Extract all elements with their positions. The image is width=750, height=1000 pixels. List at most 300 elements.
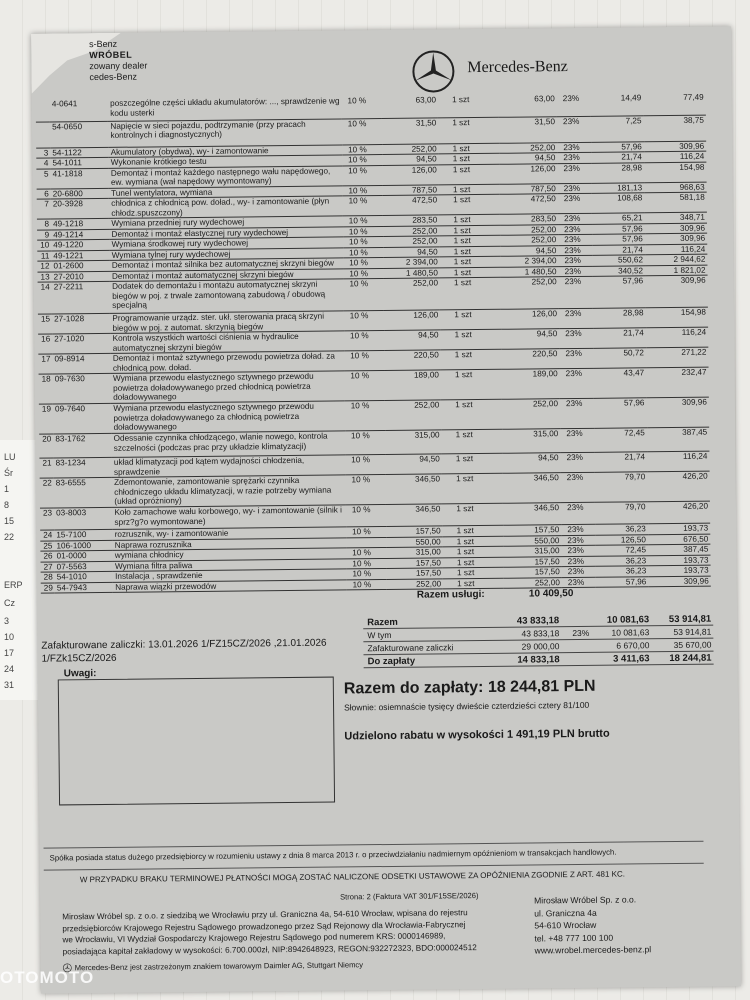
summary-v3: 3 411,63 [613, 652, 650, 665]
company-registration [62, 906, 532, 957]
cell-tax: 126,50 [596, 534, 648, 545]
cell-desc: Naprawa rozrusznika [113, 537, 346, 550]
calendar-text: Śr [4, 468, 13, 478]
summary-v2: 23% [572, 627, 590, 639]
cell-vat: 23% [562, 556, 596, 567]
cell-qty: 1 szt [442, 429, 503, 454]
dealer-header [89, 38, 148, 83]
cell-vat: 23% [561, 535, 595, 546]
dealer-line1: s-Benz [89, 38, 118, 50]
cell-qty: 1 szt [441, 399, 502, 430]
cell-qty: 1 szt [443, 546, 503, 557]
cell-desc: Naprawa wiązki przewodów [113, 579, 346, 592]
cell-pct: 10 % [342, 185, 382, 196]
cell-vat: 23% [558, 234, 592, 245]
cell-net: 94,50 [382, 154, 438, 165]
cell-tax: 79,70 [595, 472, 648, 503]
cell-pct: 10 % [342, 165, 382, 185]
cell-code: 83-1234 [54, 457, 113, 478]
cell-code: 09-7630 [53, 373, 112, 404]
cell-qty: 1 szt [440, 277, 501, 310]
cell-vat: 23% [558, 183, 592, 194]
cell-vat: 23% [561, 502, 595, 524]
cell-net: 346,50 [386, 474, 443, 505]
cell-net: 550,00 [386, 536, 442, 547]
calendar-text: 10 [4, 632, 15, 642]
cell-desc: Kontrola wszystkich wartości ciśnienia w hydraulice automatycznej skrzyni biegów [111, 331, 345, 353]
cell-vat: 23% [562, 566, 596, 577]
cell-val: 346,50 [503, 503, 562, 526]
summary-label: Do zapłaty [367, 655, 416, 667]
cell-code: 20-6800 [51, 188, 109, 199]
cell-tax: 28,98 [593, 308, 646, 329]
cell-desc: rozrusznik, wy- i zamontowanie [113, 527, 346, 540]
cell-qty: 1 szt [440, 329, 501, 350]
cell-nr: 11 [37, 250, 51, 261]
services-total-value: 10 409,50 [528, 588, 574, 600]
mercedes-star-icon [411, 49, 455, 93]
cell-qty: 1 szt [439, 184, 499, 195]
cell-val: 2 394,00 [500, 256, 558, 267]
cell-qty: 1 szt [443, 525, 503, 536]
cell-qty: 1 szt [441, 369, 502, 400]
cell-pct: 10 % [343, 196, 383, 216]
cell-nr: 9 [37, 229, 51, 240]
summary-label: W tym [367, 629, 392, 641]
cell-nr: 27 [41, 561, 55, 572]
cell-vat: 23% [562, 577, 596, 588]
cell-code: 83-6555 [54, 477, 113, 508]
cell-code: 49-1221 [51, 250, 109, 261]
cell-nr [36, 99, 50, 121]
cell-val: 252,00 [502, 399, 561, 430]
registration-line: Mirosław Wróbel sp. z o.o. z siedzibą we Wrocławiu przy ul. Graniczna 4a, 54-610 Wrocław, wpisana do rejestru [62, 908, 468, 922]
cell-code: 09-8914 [52, 353, 111, 374]
cell-net: 220,50 [384, 350, 441, 371]
cell-code: 54-1010 [55, 571, 113, 582]
cell-code: 03-8003 [54, 507, 113, 530]
cell-net: 189,00 [385, 370, 442, 401]
cell-tax: 57,96 [594, 398, 647, 429]
cell-qty: 1 szt [439, 153, 499, 164]
cell-pct: 10 % [343, 258, 383, 269]
cell-gross: 1 821,02 [645, 265, 708, 276]
cell-vat: 23% [558, 245, 592, 256]
summary-v1: 43 833,18 [521, 628, 560, 639]
cell-gross: 581,18 [644, 192, 707, 213]
cell-net: 252,00 [385, 400, 442, 431]
amount-due: Razem do zapłaty: 18 244,81 PLN [343, 677, 596, 698]
cell-qty: 1 szt [441, 349, 502, 370]
cell-code: 83-1762 [53, 433, 112, 458]
cell-desc: Koło zamachowe wału korbowego, wy- i zamontowanie (silnik i sprz?g?o wymontowane) [112, 505, 346, 529]
cell-vat: 23% [560, 452, 594, 472]
cell-gross: 348,71 [644, 212, 707, 223]
cell-qty: 1 szt [439, 143, 499, 154]
summary-v3: 10 081,63 [606, 613, 650, 626]
cell-nr: 21 [39, 458, 53, 478]
cell-net: 252,00 [387, 578, 443, 589]
summary-v4: 35 670,00 [673, 639, 712, 650]
cell-nr: 17 [38, 354, 52, 374]
cell-val: 283,50 [500, 214, 558, 225]
cell-net: 283,50 [383, 215, 439, 226]
cell-pct: 10 % [342, 144, 382, 155]
notes-label: Uwagi: [63, 668, 97, 680]
cell-nr: 6 [37, 188, 51, 199]
cell-net: 94,50 [384, 330, 441, 351]
cell-nr: 3 [36, 147, 50, 158]
cell-desc: Instalacja , sprawdzenie [113, 569, 346, 582]
cell-gross: 271,22 [646, 347, 709, 368]
cell-desc: Wymiana przedniej rury wydechowej [109, 216, 342, 229]
cell-tax: 14,49 [591, 93, 644, 116]
invoice-sheet [31, 26, 741, 993]
cell-tax: 43,47 [594, 368, 647, 399]
cell-nr: 7 [37, 199, 51, 219]
cell-code: 20-3928 [51, 198, 110, 219]
summary-row [364, 652, 714, 669]
summary-label: Zafakturowane zaliczki [367, 642, 454, 654]
cell-code: 41-1818 [50, 168, 109, 189]
cell-pct: 10 % [343, 247, 383, 258]
cell-vat: 23% [558, 193, 592, 213]
cell-pct [346, 537, 386, 548]
cell-gross: 77,49 [643, 93, 706, 116]
cell-val: 550,00 [503, 535, 561, 546]
cell-vat: 23% [557, 152, 591, 163]
cell-pct: 10 % [347, 579, 387, 590]
cell-pct: 10 % [346, 558, 386, 569]
cell-nr: 28 [41, 572, 55, 583]
cell-pct: 10 % [346, 547, 386, 558]
line-items-table [36, 93, 711, 594]
cell-tax: 65,21 [592, 213, 644, 224]
cell-desc: Wymiana filtra paliwa [113, 558, 346, 571]
cell-vat: 23% [561, 524, 595, 535]
cell-vat: 23% [558, 255, 592, 266]
cell-gross: 387,45 [647, 427, 710, 452]
cell-val: 31,50 [499, 116, 558, 143]
cell-gross: 154,98 [645, 307, 708, 328]
cell-val: 252,00 [503, 577, 561, 588]
cell-nr: 26 [40, 551, 54, 562]
contact-line: tel. +48 777 100 100 [534, 932, 614, 943]
calendar-text: LU [4, 452, 16, 462]
cell-nr: 5 [36, 168, 50, 188]
summary-v1: 43 833,18 [516, 614, 560, 627]
cell-val: 94,50 [500, 245, 558, 256]
registration-line: przedsiębiorców Krajowego Rejestru Sądowego prowadzonego przez Sąd Rejonowy dla Wrocławia-Fabrycznej [62, 919, 466, 933]
summary-v4: 18 244,81 [669, 652, 712, 664]
cell-nr: 24 [40, 530, 54, 541]
cell-desc: Dodatek do demontażu i montażu automatycznej skrzyni biegów w poj. z trwale zamontowaną zabudową / obudową specjalną [110, 279, 344, 313]
cell-desc: Demontaż i montaż każdego następnego wału napędowego, ew. wymiana (wał napędowy wymontowany) [109, 165, 343, 187]
cell-vat: 23% [557, 163, 591, 183]
cell-tax: 72,45 [596, 545, 648, 556]
cell-net: 126,00 [382, 164, 439, 185]
cell-pct: 10 % [342, 155, 382, 166]
cell-gross: 154,98 [644, 162, 707, 183]
cell-tax: 108,68 [592, 193, 645, 214]
cell-nr: 29 [41, 582, 55, 593]
cell-tax: 21,74 [592, 152, 644, 163]
cell-desc: Programowanie urządz. ster. ukł. sterowania pracą skrzyni biegów w poj. z automat. skrzynią biegów [110, 311, 344, 333]
cell-net: 31,50 [382, 117, 439, 144]
cell-tax: 36,23 [596, 566, 648, 577]
brand-name: Mercedes-Benz [467, 58, 568, 77]
cell-tax: 550,62 [593, 255, 645, 266]
cell-val: 157,50 [503, 556, 561, 567]
cell-gross: 309,96 [645, 223, 708, 234]
cell-net: 157,50 [386, 526, 442, 537]
services-total-label: Razem usługi: [416, 588, 485, 601]
cell-desc: Wymiana tylnej rury wydechowej [110, 247, 343, 260]
cell-vat: 23% [561, 472, 596, 502]
cell-val: 252,00 [499, 142, 557, 153]
cell-net: 346,50 [386, 504, 443, 527]
cell-nr: 18 [39, 374, 53, 404]
registration-line: we Wrocławiu, VI Wydział Gospodarczy Krajowego Rejestru Sądowego pod numerem KRS: 0000146989, [62, 931, 446, 945]
cell-val: 346,50 [502, 473, 561, 504]
cell-net: 63,00 [382, 95, 439, 118]
cell-vat: 23% [558, 213, 592, 224]
cell-val: 94,50 [499, 153, 557, 164]
cell-qty: 1 szt [439, 194, 500, 215]
cell-nr: 20 [39, 434, 53, 458]
cell-val: 157,50 [503, 525, 561, 536]
cell-desc: Demontaż i montaż silnika bez automatycznej skrzyni biegów [110, 258, 343, 271]
calendar-text: 15 [4, 516, 15, 526]
cell-gross: 309,96 [645, 275, 708, 308]
cell-nr: 16 [38, 334, 52, 354]
cell-vat: 23% [558, 224, 592, 235]
cell-vat: 23% [560, 368, 595, 398]
cell-pct: 10 % [343, 237, 383, 248]
cell-desc: poszczególne części układu akumulatorów: ..., sprawdzenie wg kodu usterki [108, 96, 342, 120]
cell-pct: 10 % [345, 401, 386, 431]
cell-desc: Akumulatory (obydwa), wy- i zamontowanie [109, 144, 342, 157]
cell-gross: 116,24 [647, 451, 710, 472]
advance-line1: Zafakturowane zaliczki: 13.01.2026 1/FZ15CZ/2026 ,21.01.2026 [41, 637, 327, 652]
cell-val: 157,50 [503, 567, 561, 578]
cell-qty: 1 szt [440, 267, 500, 278]
cell-nr: 8 [37, 219, 51, 230]
cell-desc: Wymiana przewodu elastycznego sztywnego przewodu powietrza doładowywanego za chłodnicą powietrza doładowywanego [111, 401, 345, 433]
cell-pct: 10 % [345, 475, 386, 505]
cell-qty: 1 szt [440, 235, 500, 246]
cell-qty: 1 szt [443, 567, 503, 578]
calendar-text: 24 [4, 664, 15, 674]
cell-vat: 23% [557, 116, 591, 142]
cell-val: 315,00 [503, 546, 561, 557]
cell-pct: 10 % [346, 568, 386, 579]
dealer-brand: WRÓBEL [89, 49, 133, 61]
cell-desc: Wykonanie krótkiego testu [109, 155, 342, 168]
cell-net: 315,00 [386, 547, 442, 558]
cell-pct: 10 % [343, 279, 384, 311]
cell-code: 54-1011 [50, 157, 108, 168]
cell-val: 220,50 [501, 349, 560, 370]
cell-nr: 12 [37, 261, 51, 272]
cell-pct: 10 % [344, 371, 385, 401]
cell-net: 94,50 [385, 454, 442, 475]
cell-gross: 426,20 [648, 501, 711, 524]
summary-label: Razem [367, 616, 398, 628]
cell-gross: 193,73 [648, 565, 711, 576]
cell-net: 787,50 [383, 184, 439, 195]
cell-val: 252,00 [500, 235, 558, 246]
cell-code: 54-0650 [50, 121, 109, 148]
cell-desc: Demontaż i montaż elastycznej rury wydechowej [109, 226, 342, 239]
cell-tax: 57,96 [593, 276, 646, 309]
cell-code: 54-1122 [50, 147, 108, 158]
cell-code: 49-1218 [51, 218, 109, 229]
calendar-text: 17 [4, 648, 15, 658]
cell-val: 94,50 [502, 453, 561, 474]
cell-pct: 10 % [345, 431, 385, 455]
cell-nr: 13 [37, 271, 51, 282]
cell-gross: 309,96 [645, 233, 708, 244]
cell-gross: 116,24 [644, 151, 707, 162]
cell-code: 49-1220 [51, 239, 109, 250]
cell-tax: 57,96 [592, 234, 644, 245]
cell-code: 106-1000 [54, 540, 112, 551]
cell-nr: 25 [40, 540, 54, 551]
cell-val: 787,50 [499, 183, 557, 194]
cell-tax: 21,74 [593, 244, 645, 255]
cell-nr: 22 [40, 478, 54, 508]
contact-line: Mirosław Wróbel Sp. z o.o. [534, 894, 637, 906]
calendar-text: 8 [4, 500, 10, 510]
cell-pct: 10 % [346, 526, 386, 537]
cell-pct: 10 % [344, 351, 384, 371]
cell-code: 15-7100 [54, 529, 112, 540]
cell-nr: 23 [40, 508, 54, 530]
cell-code: 01-2600 [51, 260, 109, 271]
cell-tax: 57,96 [591, 141, 643, 152]
cell-val: 63,00 [498, 94, 557, 117]
calendar-text: 22 [4, 532, 15, 542]
contact-line: 54-610 Wrocław [534, 919, 597, 931]
cell-code: 27-1020 [52, 333, 111, 354]
cell-desc: chłodnica z chłodnicą pow. doład., wy- i zamontowanie (płyn chłodz.spuszczony) [109, 196, 343, 218]
trademark-note [63, 960, 363, 972]
calendar-text: 3 [4, 616, 10, 626]
cell-tax: 57,96 [592, 223, 644, 234]
cell-nr [36, 121, 50, 147]
cell-net: 157,50 [387, 568, 443, 579]
cell-net: 315,00 [385, 430, 442, 455]
company-contact [534, 893, 715, 957]
amount-in-words: Słownie: osiemnaście tysięcy dwieście czterdzieści cztery 81/100 [344, 699, 590, 713]
summary-v4: 53 914,81 [668, 613, 712, 625]
cell-tax: 340,52 [593, 265, 645, 276]
services-total [416, 588, 574, 601]
cell-code: 54-7943 [55, 582, 113, 593]
contact-line: ul. Graniczna 4a [534, 907, 597, 918]
cell-code: 07-5563 [55, 561, 113, 572]
cell-tax: 181,13 [592, 182, 644, 193]
cell-vat: 23% [560, 428, 594, 452]
cell-qty: 1 szt [442, 473, 503, 504]
cell-nr: 10 [37, 240, 51, 251]
cell-gross: 309,96 [644, 141, 707, 152]
contact-line: www.wrobel.mercedes-benz.pl [534, 944, 652, 956]
calendar-text: 31 [4, 680, 15, 690]
cell-pct: 10 % [346, 504, 386, 526]
cell-desc: Wymiana przewodu elastycznego sztywnego przewodu powietrza doładowywanego przed chłodnicą powietrza doładowywanego [111, 371, 345, 403]
cell-net: 252,00 [383, 225, 439, 236]
cell-pct: 10 % [343, 226, 383, 237]
cell-pct: 10 % [343, 216, 383, 227]
cell-gross: 116,24 [645, 244, 708, 255]
page-number: Strona: 2 (Faktura VAT 301/F15SE/2026) [340, 891, 479, 902]
cell-gross: 676,50 [648, 534, 711, 545]
cell-code: 09-7640 [53, 403, 112, 434]
summary-v1: 29 000,00 [521, 641, 560, 652]
cell-gross: 426,20 [647, 471, 710, 502]
company-status-note: Spółka posiada status dużego przedsiębiorcy w rozumieniu ustawy z dnia 8 marca 2013 r. o przeciwdziałaniu nadmiernym opóźnieniom w transakcjach handlowych. [49, 847, 617, 863]
cell-tax: 21,74 [595, 452, 648, 473]
cell-code: 27-1028 [52, 313, 111, 334]
cell-qty: 1 szt [439, 214, 499, 225]
cell-vat: 23% [559, 276, 594, 308]
cell-val: 94,50 [501, 329, 560, 350]
summary-v1: 14 833,18 [517, 653, 560, 666]
cell-tax: 7,25 [591, 115, 644, 142]
cell-val: 472,50 [499, 194, 558, 215]
cell-net: 94,50 [383, 246, 439, 257]
cell-tax: 57,96 [596, 576, 648, 587]
cell-qty: 1 szt [443, 536, 503, 547]
cell-gross: 38,75 [643, 115, 706, 142]
cell-net: 252,00 [384, 278, 441, 311]
late-payment-note: W PRZYPADKU BRAKU TERMINOWEJ PŁATNOŚCI MOGĄ ZOSTAĆ NALICZONE ODSETKI USTAWOWE ZA OPÓŹNIENIA ZGODNIE Z ART. 481 KC. [79, 869, 625, 885]
cell-gross: 232,47 [646, 367, 709, 398]
cell-desc: Zdemontowanie, zamontowanie sprężarki czynnika chłodniczego układu klimatyzacji, w razie potrzeby wymiana (układ opróżniony) [112, 475, 346, 507]
cell-gross: 193,73 [648, 555, 711, 566]
cell-val: 1 480,50 [500, 266, 558, 277]
trademark-text: Mercedes-Benz jest zastrzeżonym znakiem towarowym Daimler AG, Stuttgart Niemcy [74, 960, 364, 973]
summary-v4: 53 914,81 [673, 626, 712, 637]
cell-pct: 10 % [341, 96, 381, 118]
cell-qty: 1 szt [439, 225, 499, 236]
cell-gross: 116,24 [646, 327, 709, 348]
cell-desc: układ klimatyzacji pod kątem wydajności chłodzenia, sprawdzenie [112, 455, 346, 477]
cell-nr: 19 [39, 404, 53, 434]
cell-gross: 309,96 [646, 397, 709, 428]
cell-vat: 23% [559, 266, 593, 277]
cell-tax: 36,23 [596, 555, 648, 566]
cell-gross: 968,63 [644, 182, 707, 193]
cell-qty: 1 szt [440, 246, 500, 257]
cell-tax: 28,98 [592, 162, 645, 183]
totals-summary [363, 613, 714, 669]
cell-vat: 23% [559, 348, 593, 368]
cell-net: 2 394,00 [383, 257, 439, 268]
cell-qty: 1 szt [438, 117, 499, 144]
cell-qty: 1 szt [440, 309, 501, 330]
cell-gross: 193,73 [648, 523, 711, 534]
cell-tax: 72,45 [594, 428, 647, 453]
cell-net: 157,50 [387, 557, 443, 568]
cell-qty: 1 szt [443, 578, 503, 589]
cell-vat: 23% [557, 94, 591, 116]
cell-val: 252,00 [500, 224, 558, 235]
cell-desc: Odessanie czynnika chłodzącego, wlanie nowego, kontrola szczelności (podczas prac przy układzie klimatyzacji) [112, 431, 346, 457]
summary-v3: 6 670,00 [616, 640, 650, 651]
